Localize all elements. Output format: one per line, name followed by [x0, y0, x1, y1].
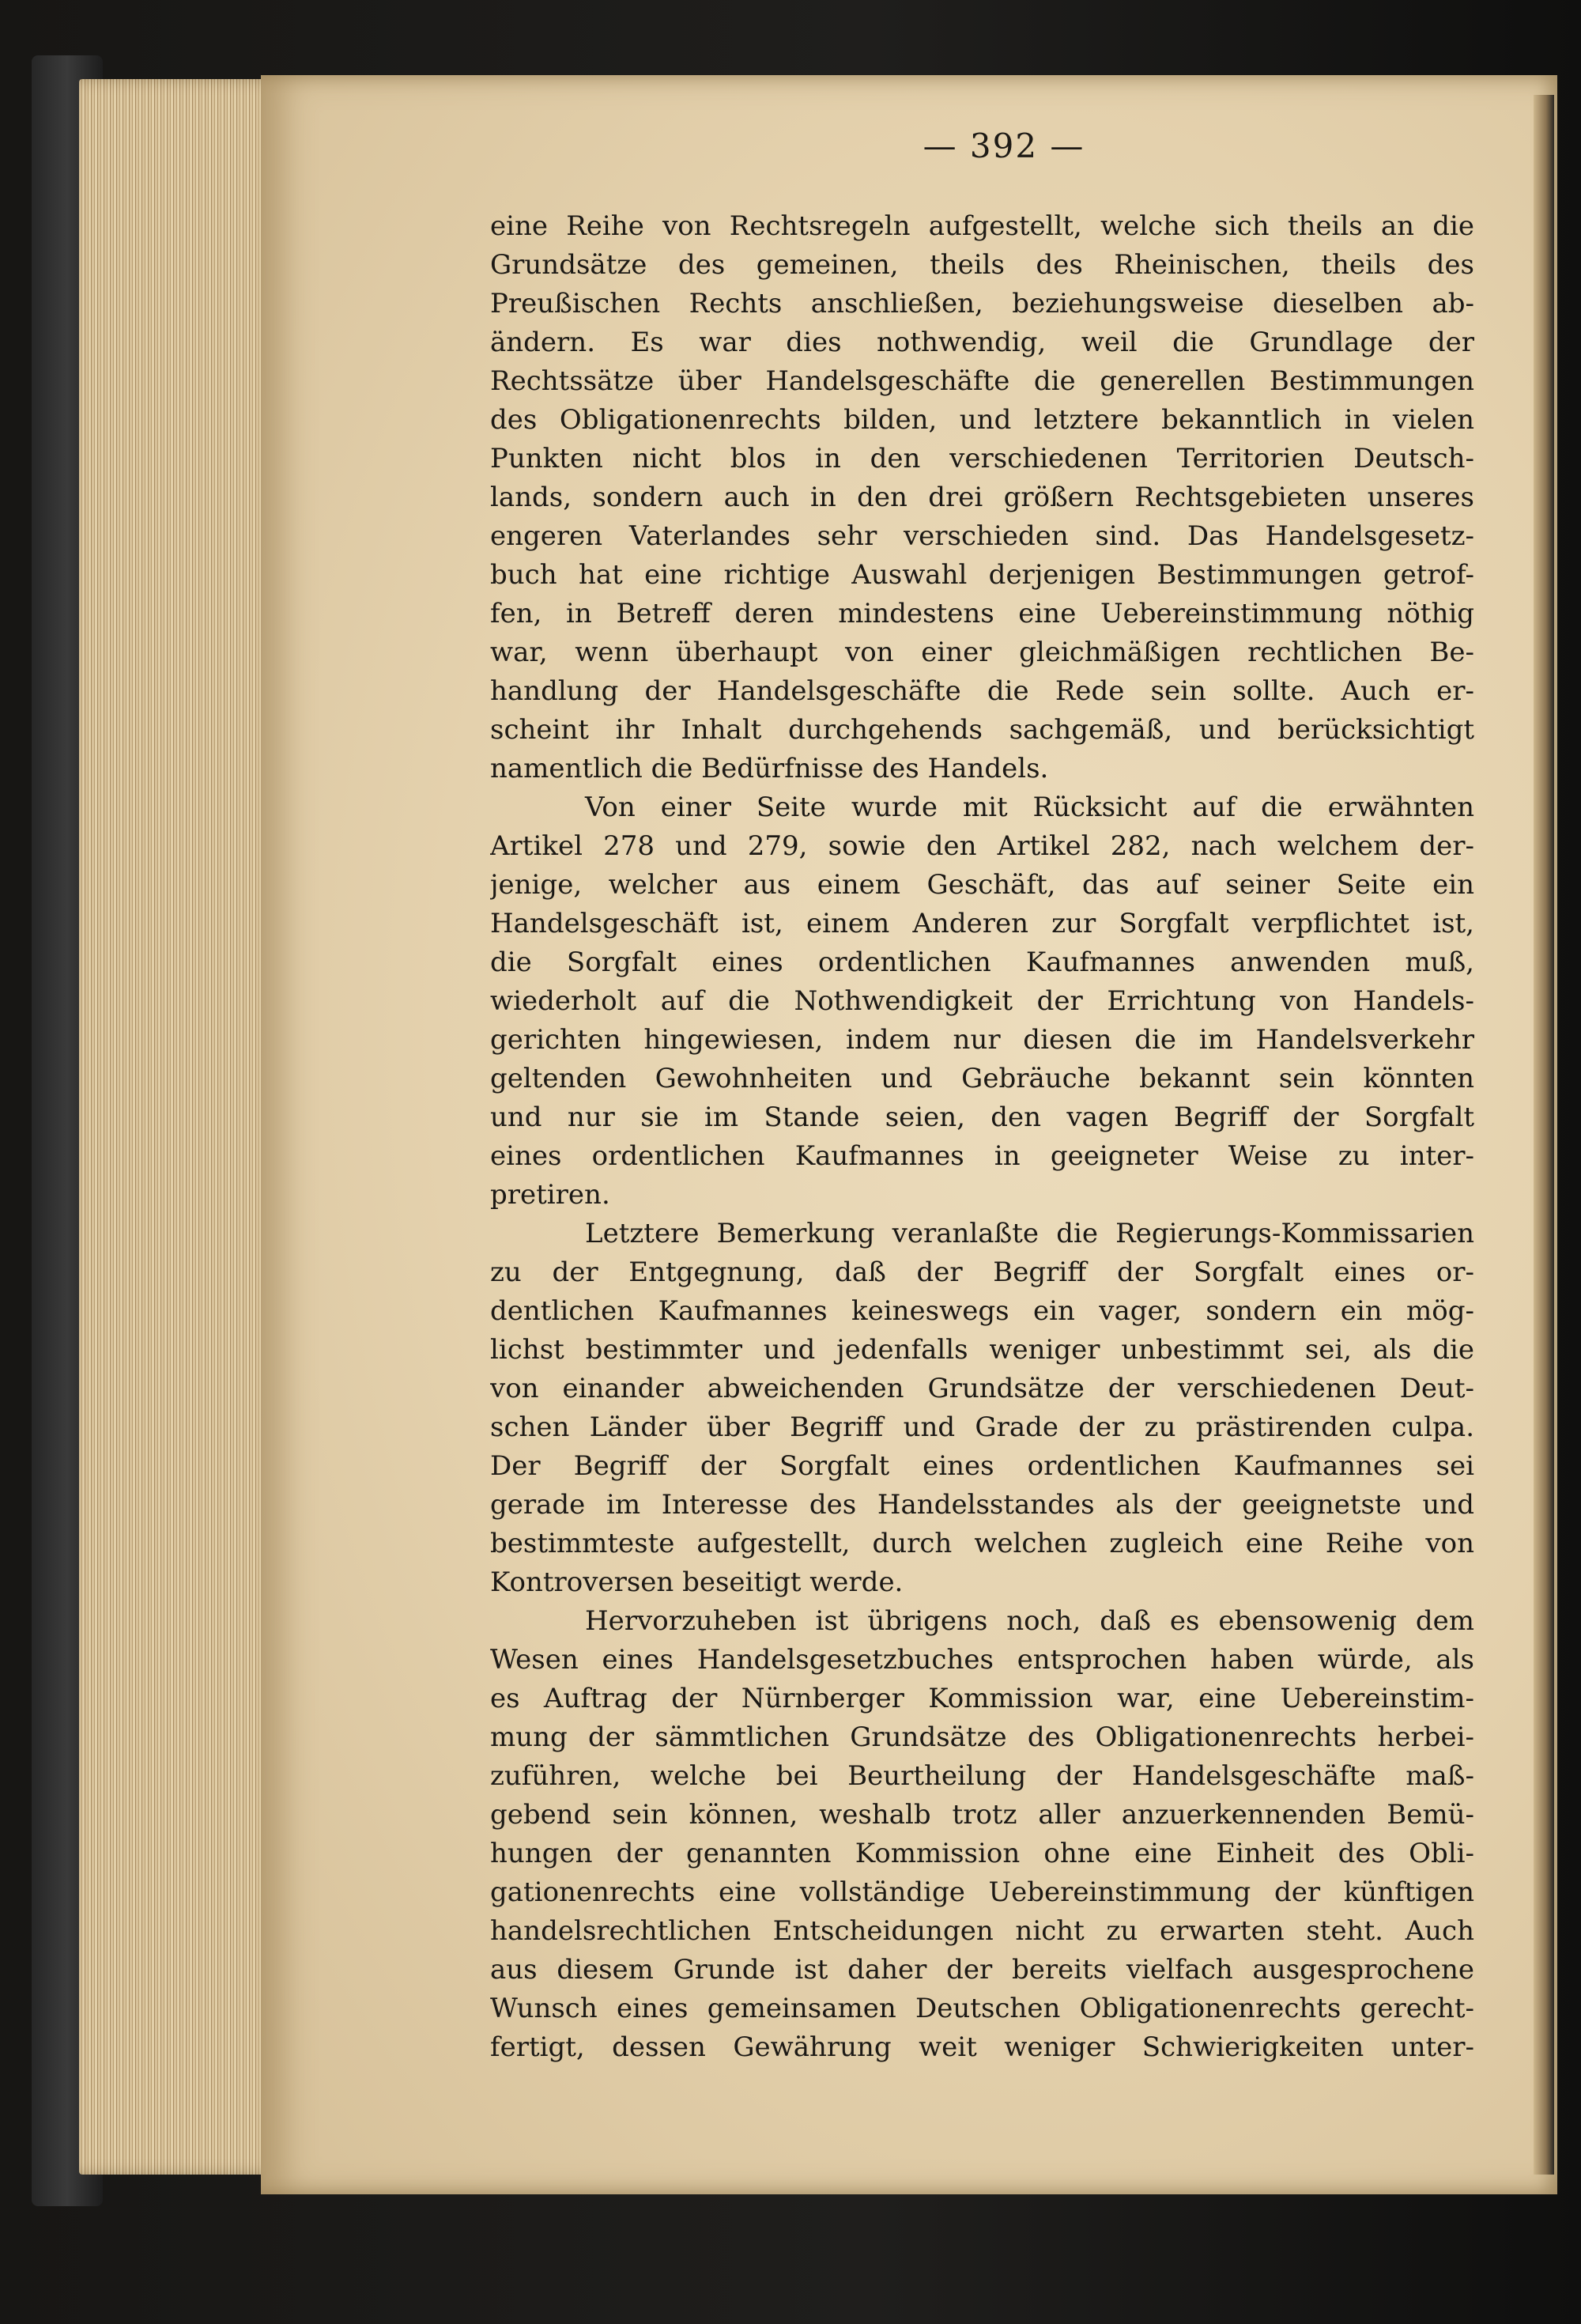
text-line: namentlich die Bedürfnisse des Handels. [490, 753, 1049, 784]
text-line: und nur sie im Stande seien, den vagen Begriff der Sorgfalt [490, 1102, 1474, 1133]
page-stack-edge [79, 79, 285, 2175]
text-line: wiederholt auf die Nothwendigkeit der Errichtung von Handels- [490, 985, 1474, 1017]
text-line: geltenden Gewohnheiten und Gebräuche bekannt sein könnten [490, 1063, 1474, 1094]
text-line: jenige, welcher aus einem Geschäft, das auf seiner Seite ein [490, 869, 1474, 901]
text-line: gerade im Interesse des Handelsstandes als der geeignetste und [490, 1489, 1474, 1521]
text-line: handelsrechtlichen Entscheidungen nicht zu erwarten steht. Auch [490, 1915, 1474, 1947]
page-body-text [490, 207, 1474, 2067]
text-line: Grundsätze des gemeinen, theils des Rheinischen, theils des [490, 249, 1474, 281]
text-line: gationenrechts eine vollständige Uebereinstimmung der künftigen [490, 1876, 1474, 1908]
text-line: Von einer Seite wurde mit Rücksicht auf die erwähnten [585, 792, 1474, 823]
text-line: des Obligationenrechts bilden, und letztere bekanntlich in vielen [490, 404, 1474, 436]
text-line: mung der sämmtlichen Grundsätze des Obligationenrechts herbei- [490, 1721, 1474, 1753]
text-line: lands, sondern auch in den drei größern Rechtsgebieten unseres [490, 482, 1474, 513]
text-line: Wunsch eines gemeinsamen Deutschen Obligationenrechts gerecht- [490, 1993, 1474, 2024]
text-line: Punkten nicht blos in den verschiedenen Territorien Deutsch- [490, 443, 1474, 474]
text-line: zuführen, welche bei Beurtheilung der Handelsgeschäfte maß- [490, 1760, 1474, 1792]
page-right-edge [1534, 95, 1554, 2175]
text-line: eines ordentlichen Kaufmannes in geeigneter Weise zu inter- [490, 1140, 1474, 1172]
text-line: Kontroversen beseitigt werde. [490, 1566, 904, 1598]
text-line: Preußischen Rechts anschließen, beziehungsweise dieselben ab- [490, 288, 1474, 319]
text-line: gebend sein können, weshalb trotz aller anzuerkennenden Bemü- [490, 1799, 1474, 1831]
text-line: dentlichen Kaufmannes keineswegs ein vager, sondern ein mög- [490, 1295, 1474, 1327]
text-line: Der Begriff der Sorgfalt eines ordentlichen Kaufmannes sei [490, 1450, 1474, 1482]
text-line: es Auftrag der Nürnberger Kommission war, eine Uebereinstim- [490, 1683, 1474, 1714]
text-line: aus diesem Grunde ist daher der bereits vielfach ausgesprochene [490, 1954, 1474, 1986]
text-line: war, wenn überhaupt von einer gleichmäßigen rechtlichen Be- [490, 637, 1474, 668]
text-line: schen Länder über Begriff und Grade der zu prästirenden culpa. [490, 1411, 1474, 1443]
text-line: scheint ihr Inhalt durchgehends sachgemäß, und berücksichtigt [490, 714, 1474, 746]
text-line: Artikel 278 und 279, sowie den Artikel 282, nach welchem der- [490, 830, 1474, 862]
text-line: Wesen eines Handelsgesetzbuches entsprochen haben würde, als [490, 1644, 1474, 1676]
text-line: pretiren. [490, 1179, 610, 1211]
text-line: fen, in Betreff deren mindestens eine Uebereinstimmung nöthig [490, 598, 1474, 629]
text-line: hungen der genannten Kommission ohne eine Einheit des Obli- [490, 1838, 1474, 1869]
text-line: die Sorgfalt eines ordentlichen Kaufmannes anwenden muß, [490, 947, 1474, 978]
text-line: engeren Vaterlandes sehr verschieden sind. Das Handelsgesetz- [490, 520, 1474, 552]
text-line: gerichten hingewiesen, indem nur diesen die im Handelsverkehr [490, 1024, 1474, 1056]
text-line: fertigt, dessen Gewährung weit weniger Schwierigkeiten unter- [490, 2031, 1474, 2063]
text-line: buch hat eine richtige Auswahl derjenigen Bestimmungen getrof- [490, 559, 1474, 591]
text-line: lichst bestimmter und jedenfalls weniger unbestimmt sei, als die [490, 1334, 1474, 1366]
text-line: Letztere Bemerkung veranlaßte die Regierungs-Kommissarien [585, 1218, 1474, 1249]
text-line: bestimmteste aufgestellt, durch welchen zugleich eine Reihe von [490, 1528, 1474, 1559]
page-number: — 392 — [923, 127, 1085, 165]
text-line: von einander abweichenden Grundsätze der verschiedenen Deut- [490, 1373, 1474, 1404]
text-line: ändern. Es war dies nothwendig, weil die Grundlage der [490, 327, 1474, 358]
text-line: Rechtssätze über Handelsgeschäfte die generellen Bestimmungen [490, 365, 1474, 397]
text-line: zu der Entgegnung, daß der Begriff der Sorgfalt eines or- [490, 1256, 1474, 1288]
text-line: eine Reihe von Rechtsregeln aufgestellt, welche sich theils an die [490, 210, 1474, 242]
text-line: Hervorzuheben ist übrigens noch, daß es ebensowenig dem [585, 1605, 1474, 1637]
text-line: handlung der Handelsgeschäfte die Rede sein sollte. Auch er- [490, 675, 1474, 707]
text-line: Handelsgeschäft ist, einem Anderen zur Sorgfalt verpflichtet ist, [490, 908, 1474, 939]
